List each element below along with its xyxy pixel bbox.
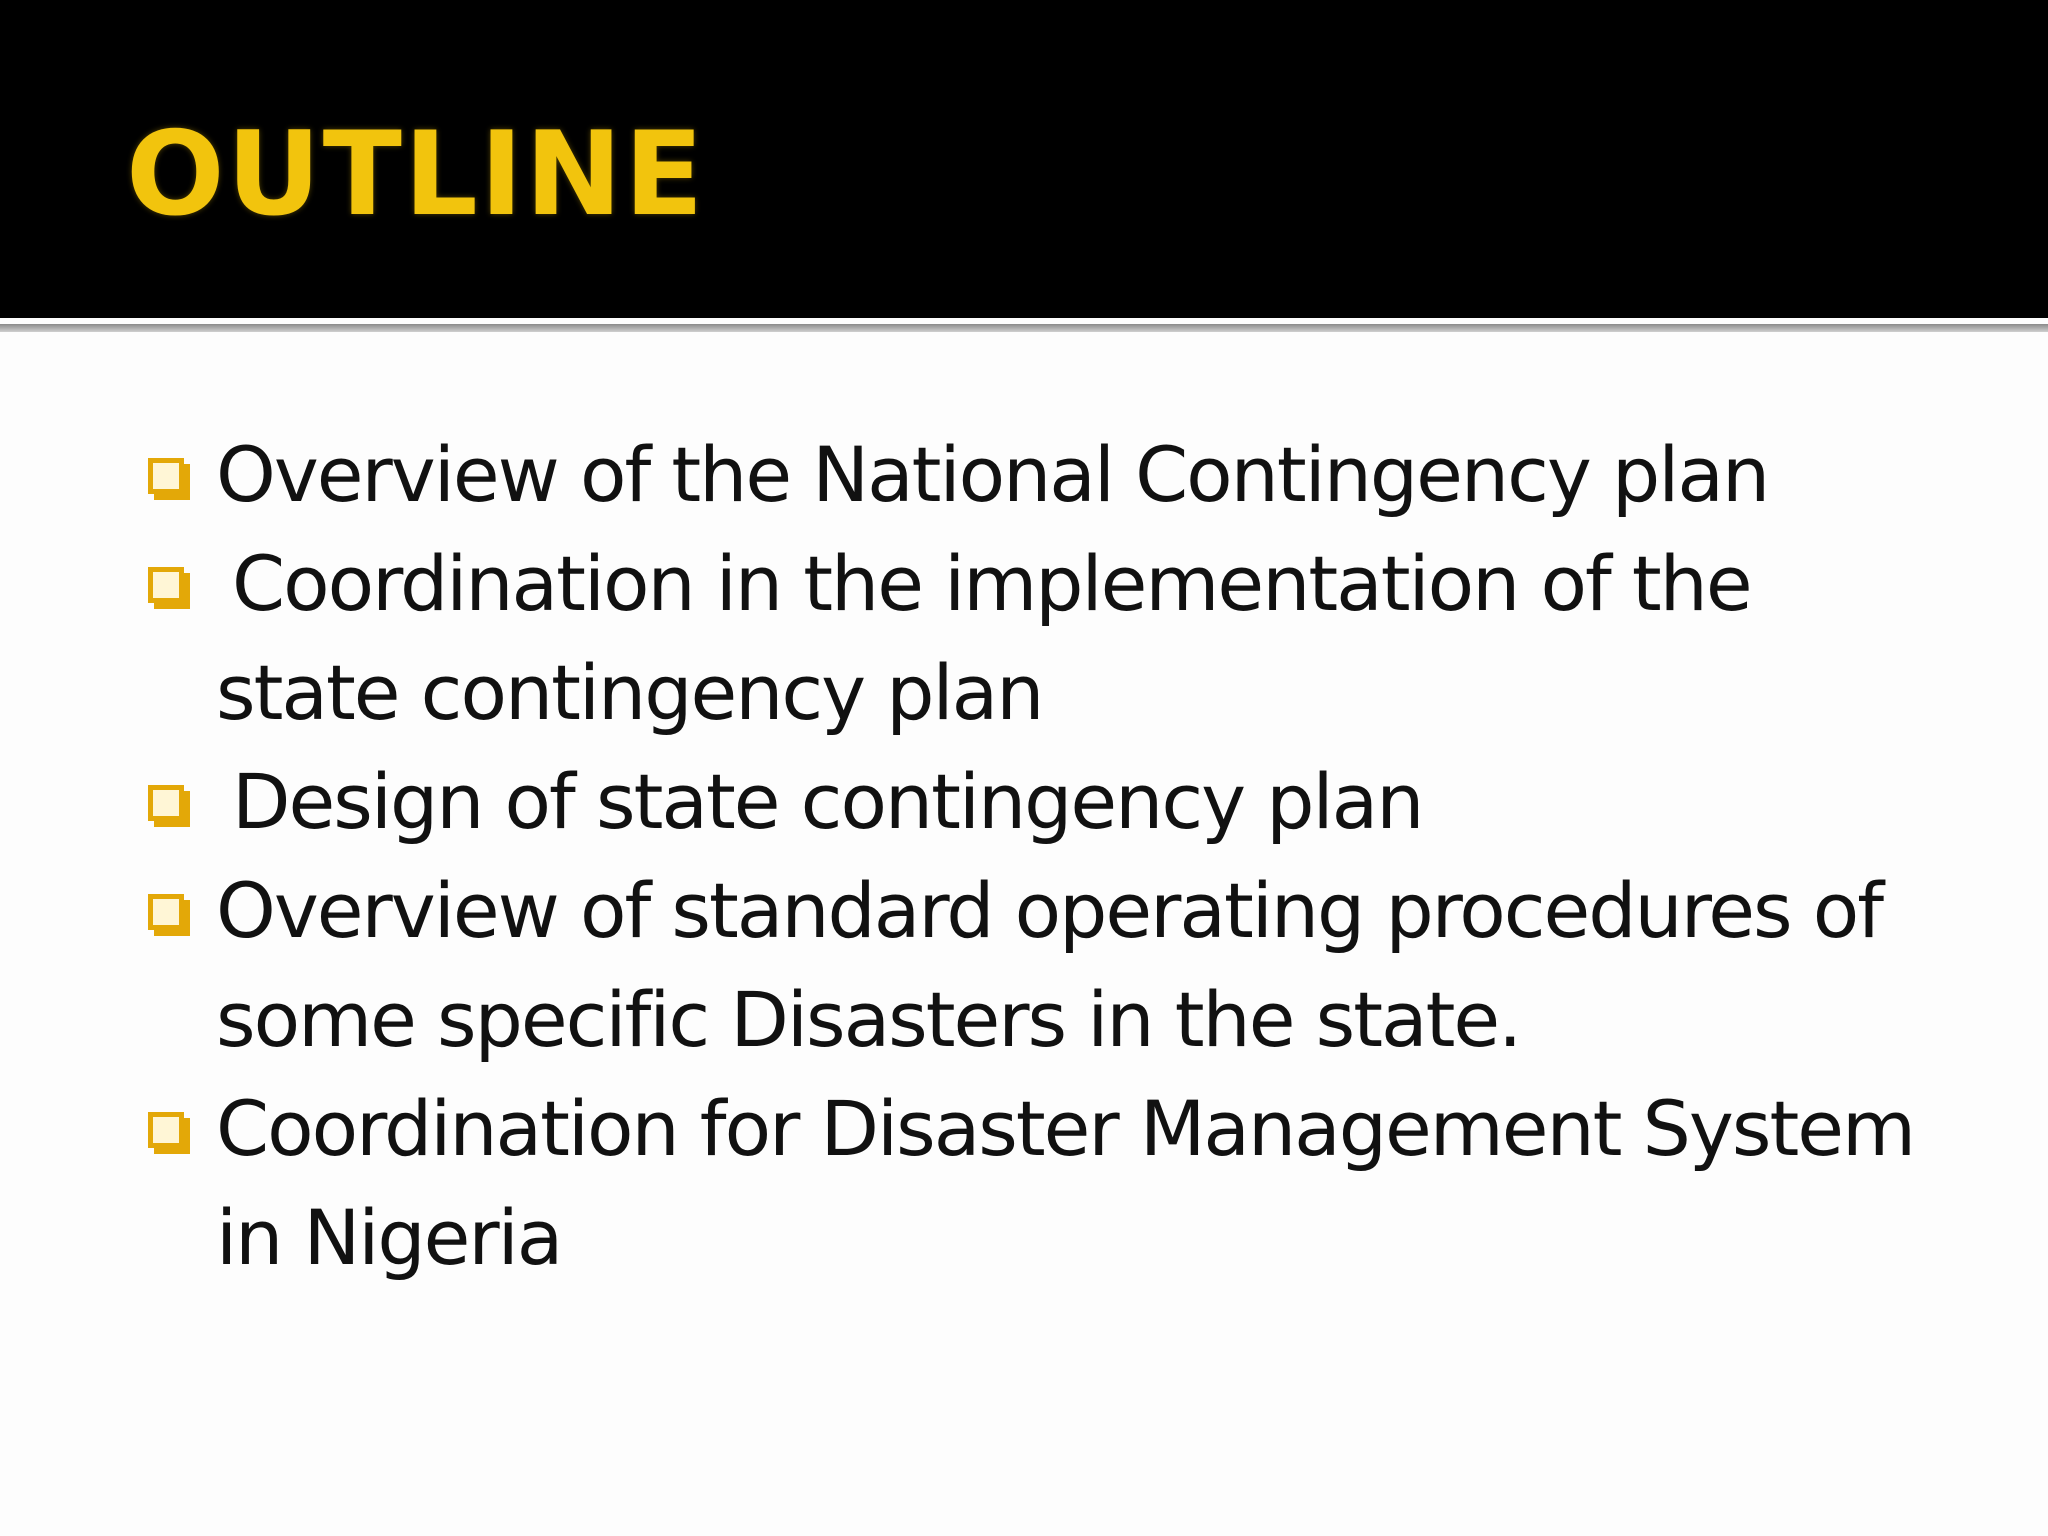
bullet-item [146, 856, 1946, 1074]
bullet-text: Overview of the National Contingency plan [216, 430, 1769, 519]
bullet-item [146, 529, 1946, 747]
bullet-text: Coordination in the implementation of the state contingency plan [216, 539, 1751, 737]
checkbox-square-icon [148, 1112, 190, 1154]
bullet-item [146, 747, 1946, 856]
checkbox-square-icon [148, 458, 190, 500]
checkbox-square-icon [148, 567, 190, 609]
bullet-item [146, 1074, 1946, 1292]
checkbox-square-icon [148, 785, 190, 827]
bullet-text: Coordination for Disaster Management System in Nigeria [216, 1084, 1915, 1282]
bullet-item [146, 420, 1946, 529]
slide-title: OUTLINE [126, 107, 706, 242]
bullet-text: Overview of standard operating procedures of some specific Disasters in the state. [216, 866, 1883, 1064]
outline-bullet-list [146, 420, 1946, 1292]
title-divider [0, 324, 2048, 332]
checkbox-square-icon [148, 894, 190, 936]
bullet-text: Design of state contingency plan [232, 757, 1423, 846]
